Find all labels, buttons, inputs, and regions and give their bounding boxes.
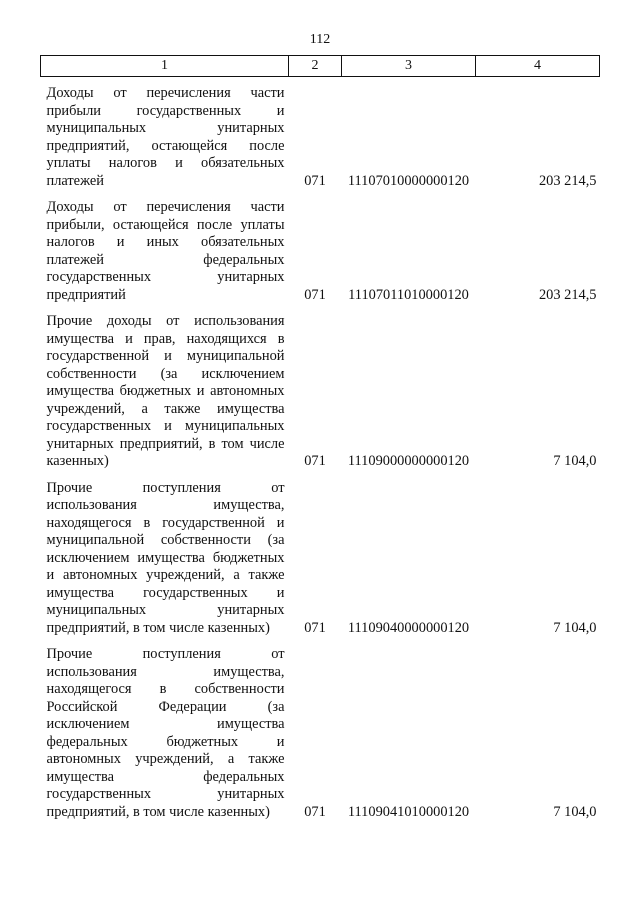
page-number: 112 bbox=[309, 32, 331, 47]
row-admin-code: 071 bbox=[304, 286, 326, 303]
row-kbk: 11107010000000120 bbox=[347, 172, 470, 189]
row-name: Доходы от перечисления части прибыли государственных и муниципальных унитарных предприятий, остающейся после уплаты налогов и обязательных платежей bbox=[46, 85, 285, 189]
row-kbk: 11109000000000120 bbox=[347, 453, 470, 469]
row-admin-code: 071 bbox=[304, 619, 326, 636]
row-name: Доходы от перечисления части прибыли, остающейся после уплаты налогов и иных обязательных платежей федеральных государственных унитарных предприятий bbox=[46, 199, 285, 303]
table-row bbox=[41, 77, 600, 191]
row-name: Прочие поступления от использования имущества, находящегося в собственности Российской Федерации (за исключением имущества федеральных бюджетных и автономных учреждений, а также имущества федеральных государственных унитарных предприятий, в том числе казенных) bbox=[46, 646, 285, 820]
row-admin-code: 071 bbox=[304, 453, 326, 469]
column-header-admin-code: 2 bbox=[289, 56, 342, 77]
table-row bbox=[41, 190, 600, 304]
table-row bbox=[41, 304, 600, 471]
row-name: Прочие доходы от использования имущества и прав, находящихся в государственной и муниципальной собственности (за исключением имущества бюджетных и автономных учреждений, а также имущества государственных и муниципальных унитарных предприятий, в том числе казенных) bbox=[46, 313, 285, 469]
budget-revenue-table bbox=[40, 55, 600, 821]
table-header-row bbox=[41, 56, 600, 77]
row-amount: 203 214,5 bbox=[538, 286, 597, 303]
column-header-kbk: 3 bbox=[342, 56, 476, 77]
row-kbk: 11109041010000120 bbox=[347, 803, 470, 820]
row-admin-code: 071 bbox=[304, 803, 326, 820]
row-kbk: 11109040000000120 bbox=[347, 619, 470, 636]
row-amount: 7 104,0 bbox=[553, 453, 597, 469]
table-row bbox=[41, 471, 600, 638]
row-amount: 203 214,5 bbox=[538, 172, 597, 189]
column-header-amount: 4 bbox=[476, 56, 600, 77]
row-amount: 7 104,0 bbox=[553, 619, 597, 636]
row-admin-code: 071 bbox=[304, 172, 326, 189]
table-row bbox=[41, 637, 600, 821]
row-name: Прочие поступления от использования имущества, находящегося в государственной и муниципальной собственности (за исключением имущества бюджетных и автономных учреждений, а также имущества государственных и муниципальных унитарных предприятий, в том числе казенных) bbox=[46, 479, 285, 636]
column-header-name: 1 bbox=[41, 56, 289, 77]
row-amount: 7 104,0 bbox=[553, 803, 597, 820]
row-kbk: 11107011010000120 bbox=[348, 286, 469, 303]
